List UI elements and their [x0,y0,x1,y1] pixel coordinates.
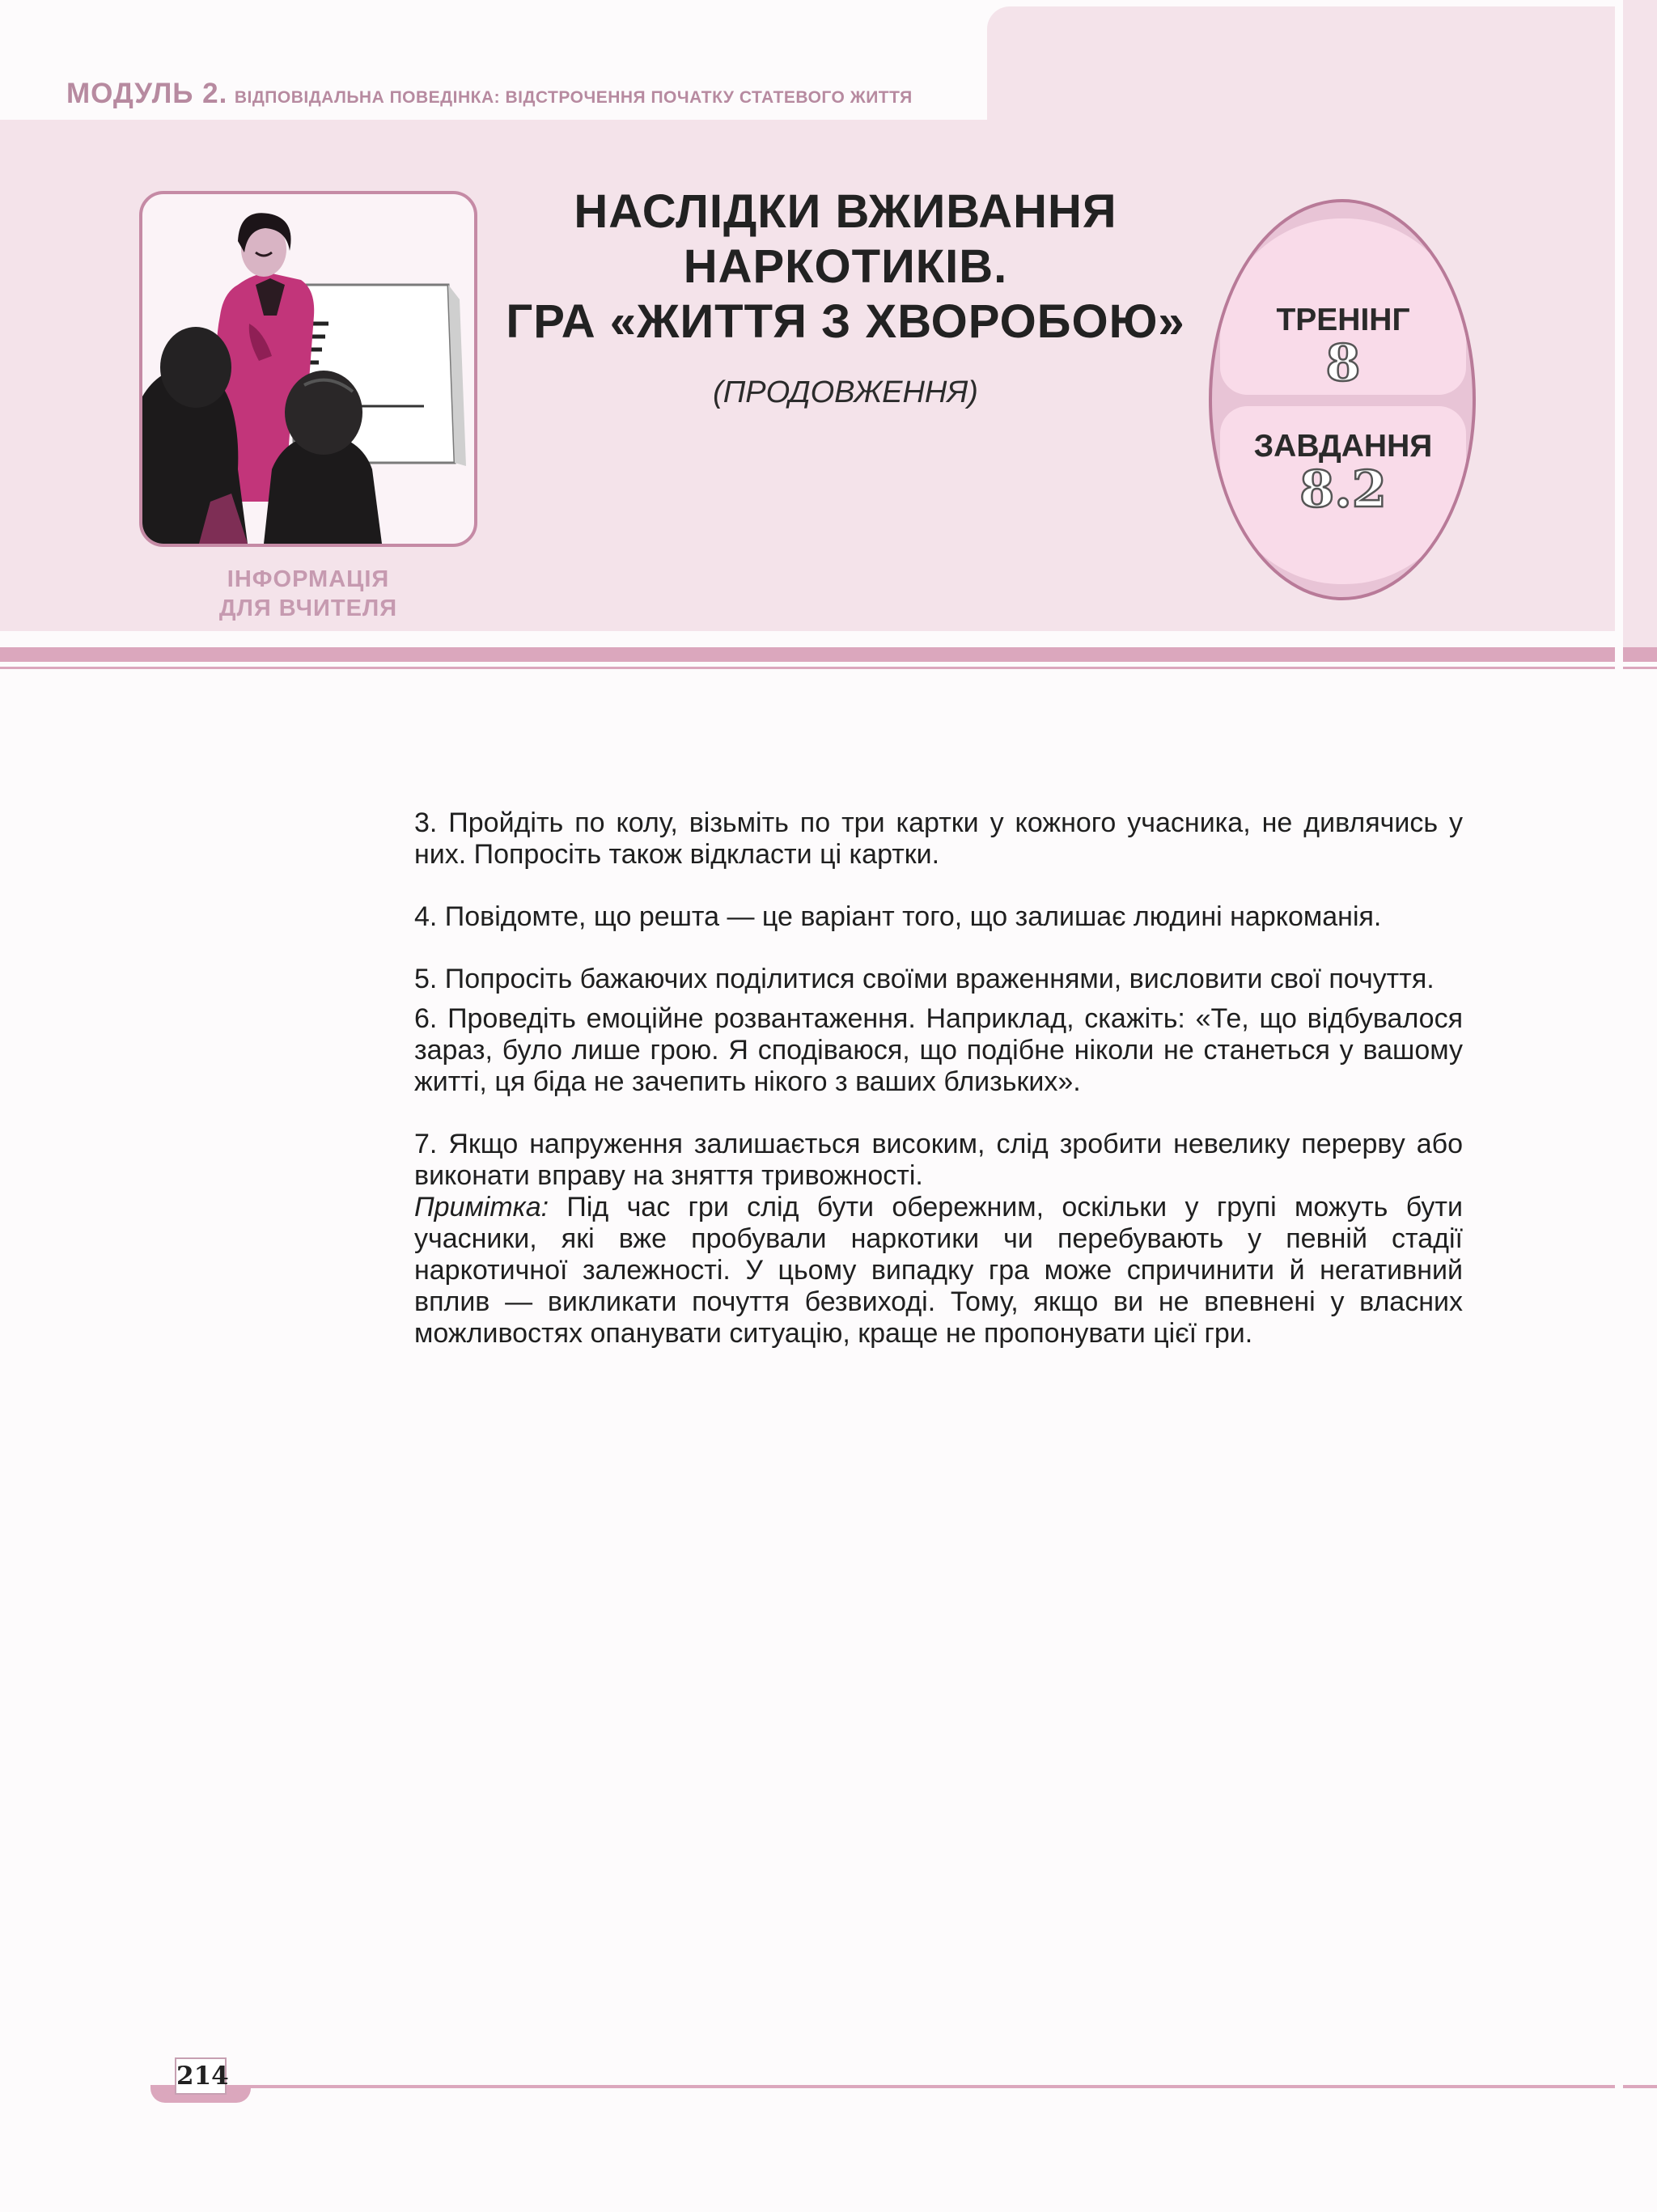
module-line [66,78,913,118]
teacher-illustration-frame [139,191,477,547]
teacher-info-label [139,565,477,623]
module-subtitle: ВІДПОВІДАЛЬНА ПОВЕДІНКА: ВІДСТРОЧЕННЯ ПОЧАТКУ СТАТЕВОГО ЖИТТЯ [234,88,913,107]
step-6-paragraph: 6. Проведіть емоційне розвантаження. Наприклад, скажіть: «Те, що відбувалося зараз, було лише грою. Я сподіваюся, що подібне ніколи не станеться у вашому житті, ця біда не зачепить нікого з ваших близьких». [414,1003,1463,1097]
header-tab [987,6,1615,128]
note-text: Під час гри слід бути обережним, оскільки у групі можуть бути учасники, які вже пробували наркотики чи перебувають у певній стадії наркотичної залежності. У цьому випадку гра може спричинити й негативний вплив — викликати почуття безвиході. Тому, якщо ви не впевнені у власних можливостях опанувати ситуацію, краще не пропонувати цієї гри. [414,1192,1463,1349]
note-paragraph [414,1192,1463,1350]
task-label: ЗАВДАННЯ [1253,429,1433,464]
footer-line [150,2085,1615,2088]
training-badge [1209,199,1476,600]
header-divider-thin [0,667,1615,669]
step-7-paragraph: 7. Якщо напруження залишається високим, слід зробити невелику перерву або виконати вправу на зняття тривожності. [414,1129,1463,1191]
page-title [485,184,1206,350]
step-5-paragraph: 5. Попросіть бажаючих поділитися своїми враженнями, висловити свої почуття. [414,964,1435,994]
title-line-3: ГРА «ЖИТТЯ З ХВОРОБОЮ» [506,295,1185,348]
training-label: ТРЕНІНГ [1276,303,1410,337]
teacher-info-line-2: ДЛЯ ВЧИТЕЛЯ [218,595,398,621]
title-line-2: НАРКОТИКІВ. [683,240,1008,293]
module-label: МОДУЛЬ 2. [66,78,228,109]
footer-line-right [1623,2085,1657,2088]
training-number: 8 [1325,333,1361,392]
page-subtitle: (ПРОДОВЖЕННЯ) [713,375,978,409]
task-number: 8.2 [1299,460,1387,519]
step-3-paragraph: 3. Пройдіть по колу, візьміть по три картки у кожного учасника, не дивлячись у них. Попросіть також відкласти ці картки. [414,807,1463,870]
page-number: 214 [175,2057,227,2095]
title-line-1: НАСЛІДКИ ВЖИВАННЯ [574,185,1117,238]
header-divider-thick [0,647,1615,662]
step-4-paragraph: 4. Повідомте, що решта — це варіант того, що залишає людині наркоманія. [414,901,1382,932]
note-label: Примітка: [414,1192,549,1223]
main-content [414,807,1463,1350]
header-strip-right [1623,0,1657,647]
header-divider-thick-right [1623,647,1657,662]
presenter-illustration-icon [142,194,474,544]
header-divider-thin-right [1623,667,1657,669]
teacher-info-line-1: ІНФОРМАЦІЯ [227,566,390,592]
